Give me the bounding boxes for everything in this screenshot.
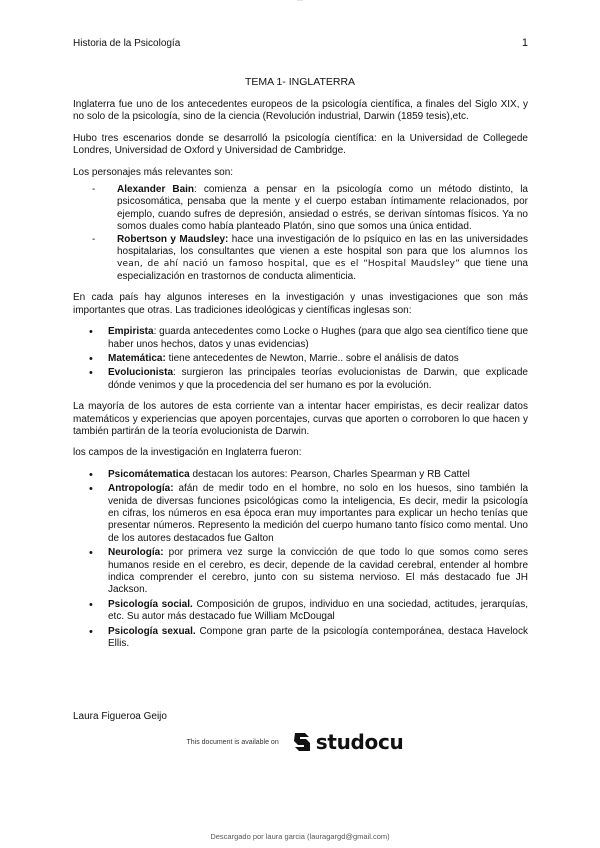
download-footer: Descargado por laura garcia (lauragargd@gmail.com) bbox=[210, 832, 390, 841]
character-name: Alexander Bain bbox=[117, 184, 195, 196]
document-title: TEMA 1- INGLATERRA bbox=[244, 76, 356, 88]
character-text: : comienza a pensar en la psicología como un método distinto, la psicosomática, pensaba que la mente y el cuerpo estaban íntimamente relacionados, por ejemplo, cuando sufres de depresión, ansiedad o estrés, se derivan síntomas físicos. Ya no somos duales como había planteado Platón, sino que somos una única entidad. bbox=[117, 184, 528, 233]
field-text: por primera vez surge la convicción de que todo lo que somos como seres humanos reside en el cerebro, es decir, depende de la cavidad cerebral, entender al hombre indica comprender el cerebro, junto con su sistema nervioso. El más destacado fue JH Jackson. bbox=[108, 547, 528, 596]
availability-text: This document is available on bbox=[186, 738, 279, 746]
tradition-text: : surgieron las principales teorías evolucionistas de Darwin, que explicade dónde venimos y que la procedencia del ser humano es por la evolución. bbox=[108, 367, 528, 391]
field-name: Antropología: bbox=[108, 483, 174, 495]
list-item bbox=[73, 483, 528, 545]
studocu-logo[interactable] bbox=[291, 730, 404, 754]
list-item bbox=[73, 234, 528, 284]
characters-intro: Los personajes más relevantes son: bbox=[73, 166, 234, 178]
fields-list bbox=[73, 469, 528, 651]
field-name: Psicomátematica bbox=[108, 468, 190, 480]
field-name: Psicología social. bbox=[108, 598, 193, 610]
character-name: Robertson y Maudsley: bbox=[117, 233, 229, 245]
author-name: Laura Figueroa Geijo bbox=[73, 711, 167, 722]
studocu-wordmark: studocu bbox=[315, 730, 404, 754]
document-body bbox=[73, 99, 528, 659]
list-item bbox=[73, 626, 528, 651]
character-text: hace una investigación de lo psíquico en las en las universidades hospitalarias, los consultantes que vienen a este hospital son para que los bbox=[117, 233, 528, 258]
tradition-name: Evolucionista bbox=[108, 367, 174, 379]
list-item bbox=[73, 184, 528, 234]
studocu-logo-icon bbox=[291, 730, 313, 754]
fields-intro: los campos de la investigación en Inglaterra fueron: bbox=[73, 447, 302, 459]
list-item bbox=[73, 353, 528, 365]
intro-paragraph: Inglaterra fue uno de los antecedentes europeos de la psicología científica, a finales del Siglo XIX, y no solo de la psicología, sino de la ciencia (Revolución industrial, Darwin (1859 tesis),etc. bbox=[73, 99, 528, 123]
page-number: 1 bbox=[521, 37, 528, 49]
top-mark bbox=[0, 0, 600, 3]
running-header: Historia de la Psicología bbox=[73, 38, 181, 49]
field-name: Neurología: bbox=[108, 547, 164, 559]
tradition-text: tiene antecedentes de Newton, Marrie.. sobre el análisis de datos bbox=[165, 352, 459, 364]
list-item bbox=[73, 547, 528, 597]
field-text: Compone gran parte de la psicología contemporánea, destaca Havelock Ellis. bbox=[108, 625, 528, 650]
tradition-name: Matemática: bbox=[108, 352, 166, 364]
character-text: que tiene una especialización en trastornos de conducta alimenticia. bbox=[117, 258, 528, 282]
traditions-list bbox=[73, 326, 528, 392]
list-item bbox=[73, 469, 528, 481]
tradition-text: : guarda antecedentes como Locke o Hughes (para que algo sea científico tiene que haber unos hechos, datos y unas evidencias) bbox=[108, 326, 528, 350]
tradition-name: Empirista bbox=[108, 326, 154, 338]
list-item bbox=[73, 367, 528, 392]
field-text: afán de medir todo en el hombre, no solo en los huesos, sino también la venida de diversas funciones psicológicas como la inteligencia, Es decir, medir la psicología en cifras, los números en esa época eran muy importantes para explicar un hecho tenías que presentar números. Represento la medición del cuerpo humano tanto físico como mental. Uno de los autores destacados fue Galton bbox=[108, 483, 528, 544]
field-text: Composición de grupos, individuo en una sociedad, actitudes, jerarquías, etc. Su autor más destacado fue William McDougal bbox=[108, 598, 529, 623]
availability-banner[interactable] bbox=[0, 730, 600, 754]
empiricism-paragraph: La mayoría de los autores de esta corriente van a intentar hacer empiristas, es decir realizar datos matemáticos y experiencias que apoyen porcentajes, curvas que aporten o corroboren lo que hacen y también partirán de la teoría evolucionista de Darwin. bbox=[73, 401, 528, 437]
list-item bbox=[73, 326, 528, 351]
traditions-intro: En cada país hay algunos intereses en la investigación y unas investigaciones que son más importantes que otras. Las tradiciones ideológicas y científicas inglesas son: bbox=[73, 292, 528, 316]
list-item bbox=[73, 599, 528, 624]
scenarios-paragraph: Hubo tres escenarios donde se desarrolló la psicología científica: en la Universidad de Collegede Londres, Universidad de Oxford y Universidad de Cambridge. bbox=[73, 132, 528, 157]
character-text-alt: alumnos los vean, de ahí nació un famoso hospital, que es el “Hospital Maudsley” bbox=[117, 247, 528, 270]
field-name: Psicología sexual. bbox=[108, 625, 196, 637]
characters-list bbox=[73, 184, 528, 283]
field-text: destacan los autores: Pearson, Charles Spearman y RB Cattel bbox=[189, 468, 470, 480]
